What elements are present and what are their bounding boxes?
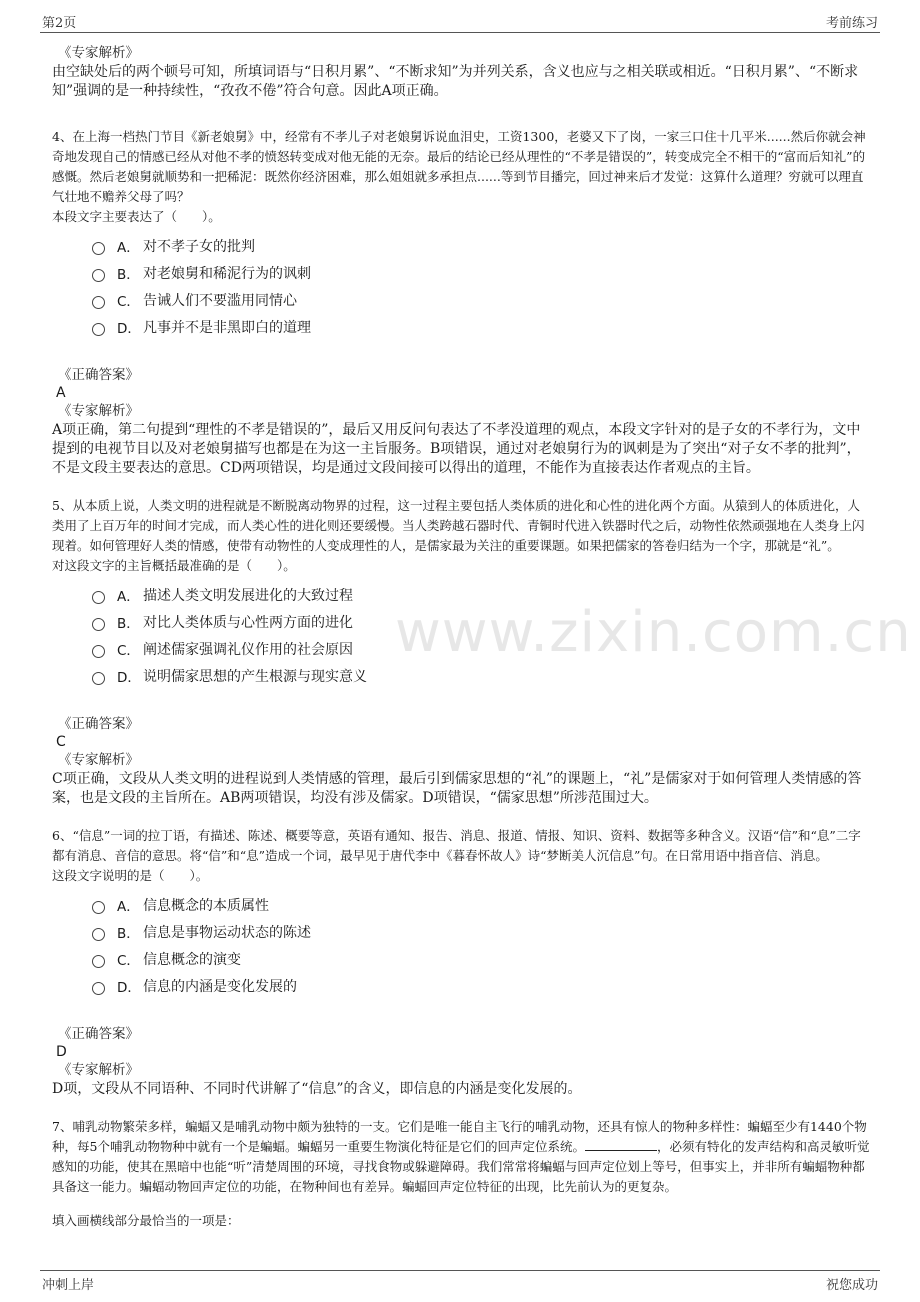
answer-value: D bbox=[56, 1044, 67, 1060]
option-text: 信息是事物运动状态的陈述 bbox=[143, 924, 311, 941]
option-letter: B． bbox=[117, 925, 140, 942]
options-list bbox=[92, 232, 870, 340]
radio-icon[interactable] bbox=[92, 982, 105, 995]
answer-value: C bbox=[56, 734, 66, 750]
option-letter: A． bbox=[117, 239, 140, 256]
option-letter: C． bbox=[117, 952, 140, 969]
option-letter: D． bbox=[117, 320, 141, 337]
option-text: 凡事并不是非黑即白的道理 bbox=[143, 319, 311, 336]
question-7 bbox=[52, 1117, 870, 1230]
option-text: 对老娘舅和稀泥行为的讽刺 bbox=[143, 265, 311, 282]
page-header bbox=[40, 12, 880, 33]
question-prompt: 对这段文字的主旨概括最准确的是（ ）。 bbox=[52, 558, 296, 573]
option-letter: B． bbox=[117, 615, 140, 632]
page-footer bbox=[40, 1270, 880, 1293]
question-stem: 6、“信息”一词的拉丁语，有描述、陈述、概要等意，英语有通知、报告、消息、报道、情报、知识、资料、数据等多种含义。汉语“信”和“息”二字都有消息、音信的意思。将“信”和“息”造成一个词，最早见于唐代李中《暮春怀故人》诗“梦断美人沉信息”句。在日常用语中指音信、消息。 bbox=[52, 828, 861, 863]
question-3-analysis bbox=[52, 44, 870, 101]
radio-icon[interactable] bbox=[92, 901, 105, 914]
option-letter: C． bbox=[117, 642, 140, 659]
analysis-text: C项正确，文段从人类文明的进程说到人类情感的管理，最后引到儒家思想的“礼”的课题上，“礼”是儒家对于如何管理人类情感的答案，也是文段的主旨所在。AB两项错误，均没有涉及儒家。D项错误，“儒家思想”所涉范围过大。 bbox=[52, 771, 862, 806]
option-letter: D． bbox=[117, 979, 141, 996]
radio-icon[interactable] bbox=[92, 955, 105, 968]
options-list bbox=[92, 581, 870, 689]
question-6 bbox=[52, 826, 870, 1099]
option-letter: A． bbox=[117, 588, 140, 605]
option-letter: B． bbox=[117, 266, 140, 283]
option-b[interactable] bbox=[92, 608, 870, 635]
stem-text-after: ，必须有特化的发声结构和高灵敏听觉感知的功能，使其在黑暗中也能“听”清楚周围的环境，寻找食物或躲避障碍。我们常常将蝙蝠与回声定位划上等号，但事实上，并非所有蝙蝠物种都具备这一能力。蝙蝠动物回声定位的功能，在物种间也有差异。蝙蝠回声定位特征的出现，比先前认为的更复杂。 bbox=[52, 1139, 870, 1194]
option-letter: C． bbox=[117, 293, 140, 310]
radio-icon[interactable] bbox=[92, 242, 105, 255]
option-a[interactable] bbox=[92, 581, 870, 608]
option-letter: D． bbox=[117, 669, 141, 686]
option-text: 说明儒家思想的产生根源与现实意义 bbox=[143, 668, 367, 685]
answer-label: 《正确答案》 bbox=[58, 367, 139, 383]
stem-text-before: 7、哺乳动物繁荣多样，蝙蝠又是哺乳动物中颇为独特的一支。它们是唯一能自主飞行的哺乳动物，还具有惊人的物种多样性：蝙蝠至少有1440个物种，每5个哺乳动物物种中就有一个是蝙蝠。蝙蝠另一重要生物演化特征是它们的回声定位系统。 bbox=[52, 1119, 867, 1154]
page-number: 第2页 bbox=[42, 16, 77, 31]
answer-label: 《正确答案》 bbox=[58, 716, 139, 732]
answer-label: 《正确答案》 bbox=[58, 1026, 139, 1042]
answer-value: A bbox=[56, 385, 66, 401]
radio-icon[interactable] bbox=[92, 296, 105, 309]
question-stem: 5、从本质上说，人类文明的进程就是不断脱离动物界的过程，这一过程主要包括人类体质的进化和心性的进化两个方面。从猿到人的体质进化，人类用了上百万年的时间才完成，而人类心性的进化则还要缓慢。当人类跨越石器时代、青铜时代进入铁器时代之后，动物性依然顽强地在人类身上闪现着。如何管理好人类的情感，使带有动物性的人变成理性的人，是儒家最为关注的重要课题。如果把儒家的答卷归结为一个字，那就是“礼”。 bbox=[52, 498, 865, 553]
watermark: www.zixin.com.cn bbox=[395, 600, 912, 665]
option-text: 对比人类体质与心性两方面的进化 bbox=[143, 614, 353, 631]
option-c[interactable] bbox=[92, 635, 870, 662]
analysis-text: D项，文段从不同语种、不同时代讲解了“信息”的含义，即信息的内涵是变化发展的。 bbox=[52, 1081, 582, 1097]
option-text: 描述人类文明发展进化的大致过程 bbox=[143, 587, 353, 604]
footer-right: 祝您成功 bbox=[825, 1278, 878, 1293]
option-d[interactable] bbox=[92, 662, 870, 689]
radio-icon[interactable] bbox=[92, 928, 105, 941]
radio-icon[interactable] bbox=[92, 323, 105, 336]
footer-left: 冲刺上岸 bbox=[42, 1278, 95, 1293]
radio-icon[interactable] bbox=[92, 591, 105, 604]
question-stem: 4、在上海一档热门节目《新老娘舅》中，经常有不孝儿子对老娘舅诉说血泪史，工资1300，老婆又下了岗，一家三口住十几平米......然后你就会神奇地发现自己的情感已经从对他不孝的愤怒转变成对他无能的无奈。最后的结论已经从理性的“不孝是错误的”，转变成完全不相干的“富而后知礼”的感慨。然后老娘舅就顺势和一把稀泥：既然你经济困难，那么姐姐就多承担点......等到节目播完，回过神来后才发觉：这算什么道理？穷就可以理直气壮地不赡养父母了吗？ bbox=[52, 129, 866, 204]
radio-icon[interactable] bbox=[92, 645, 105, 658]
option-b[interactable] bbox=[92, 259, 870, 286]
fill-blank bbox=[585, 1138, 657, 1151]
question-5 bbox=[52, 496, 870, 808]
analysis-label: 《专家解析》 bbox=[58, 1062, 139, 1078]
option-text: 信息概念的本质属性 bbox=[143, 897, 269, 914]
radio-icon[interactable] bbox=[92, 672, 105, 685]
option-c[interactable] bbox=[92, 945, 870, 972]
option-text: 信息的内涵是变化发展的 bbox=[143, 978, 297, 995]
option-text: 告诫人们不要滥用同情心 bbox=[143, 292, 297, 309]
analysis-label: 《专家解析》 bbox=[58, 403, 139, 419]
option-a[interactable] bbox=[92, 891, 870, 918]
option-a[interactable] bbox=[92, 232, 870, 259]
option-letter: A． bbox=[117, 898, 140, 915]
options-list bbox=[92, 891, 870, 999]
analysis-label: 《专家解析》 bbox=[58, 752, 139, 768]
option-b[interactable] bbox=[92, 918, 870, 945]
option-text: 阐述儒家强调礼仪作用的社会原因 bbox=[143, 641, 353, 658]
question-stem bbox=[52, 1117, 870, 1197]
analysis-label: 《专家解析》 bbox=[58, 45, 139, 61]
question-prompt: 本段文字主要表达了（ ）。 bbox=[52, 209, 221, 224]
option-text: 信息概念的演变 bbox=[143, 951, 241, 968]
analysis-text: A项正确，第二句提到“理性的不孝是错误的”，最后又用反问句表达了不孝没道理的观点，本段文字针对的是子女的不孝行为，文中提到的电视节目以及对老娘舅描写也都是在为这一主旨服务。B项错误，通过对老娘舅行为的讽刺是为了突出“对子女不孝的批判”，不是文段主要表达的意思。CD两项错误，均是通过文段间接可以得出的道理，不能作为直接表达作者观点的主旨。 bbox=[52, 422, 861, 476]
header-title: 考前练习 bbox=[825, 16, 878, 31]
question-prompt: 这段文字说明的是（ ）。 bbox=[52, 868, 209, 883]
option-d[interactable] bbox=[92, 313, 870, 340]
radio-icon[interactable] bbox=[92, 269, 105, 282]
radio-icon[interactable] bbox=[92, 618, 105, 631]
option-c[interactable] bbox=[92, 286, 870, 313]
analysis-text: 由空缺处后的两个顿号可知，所填词语与“日积月累”、“不断求知”为并列关系，含义也应与之相关联或相近。“日积月累”、“不断求知”强调的是一种持续性，“孜孜不倦”符合句意。因此A项正确。 bbox=[52, 64, 859, 99]
option-d[interactable] bbox=[92, 972, 870, 999]
option-text: 对不孝子女的批判 bbox=[143, 238, 255, 255]
page-content bbox=[52, 44, 870, 1230]
question-4 bbox=[52, 127, 870, 478]
question-prompt: 填入画横线部分最恰当的一项是： bbox=[52, 1213, 240, 1228]
